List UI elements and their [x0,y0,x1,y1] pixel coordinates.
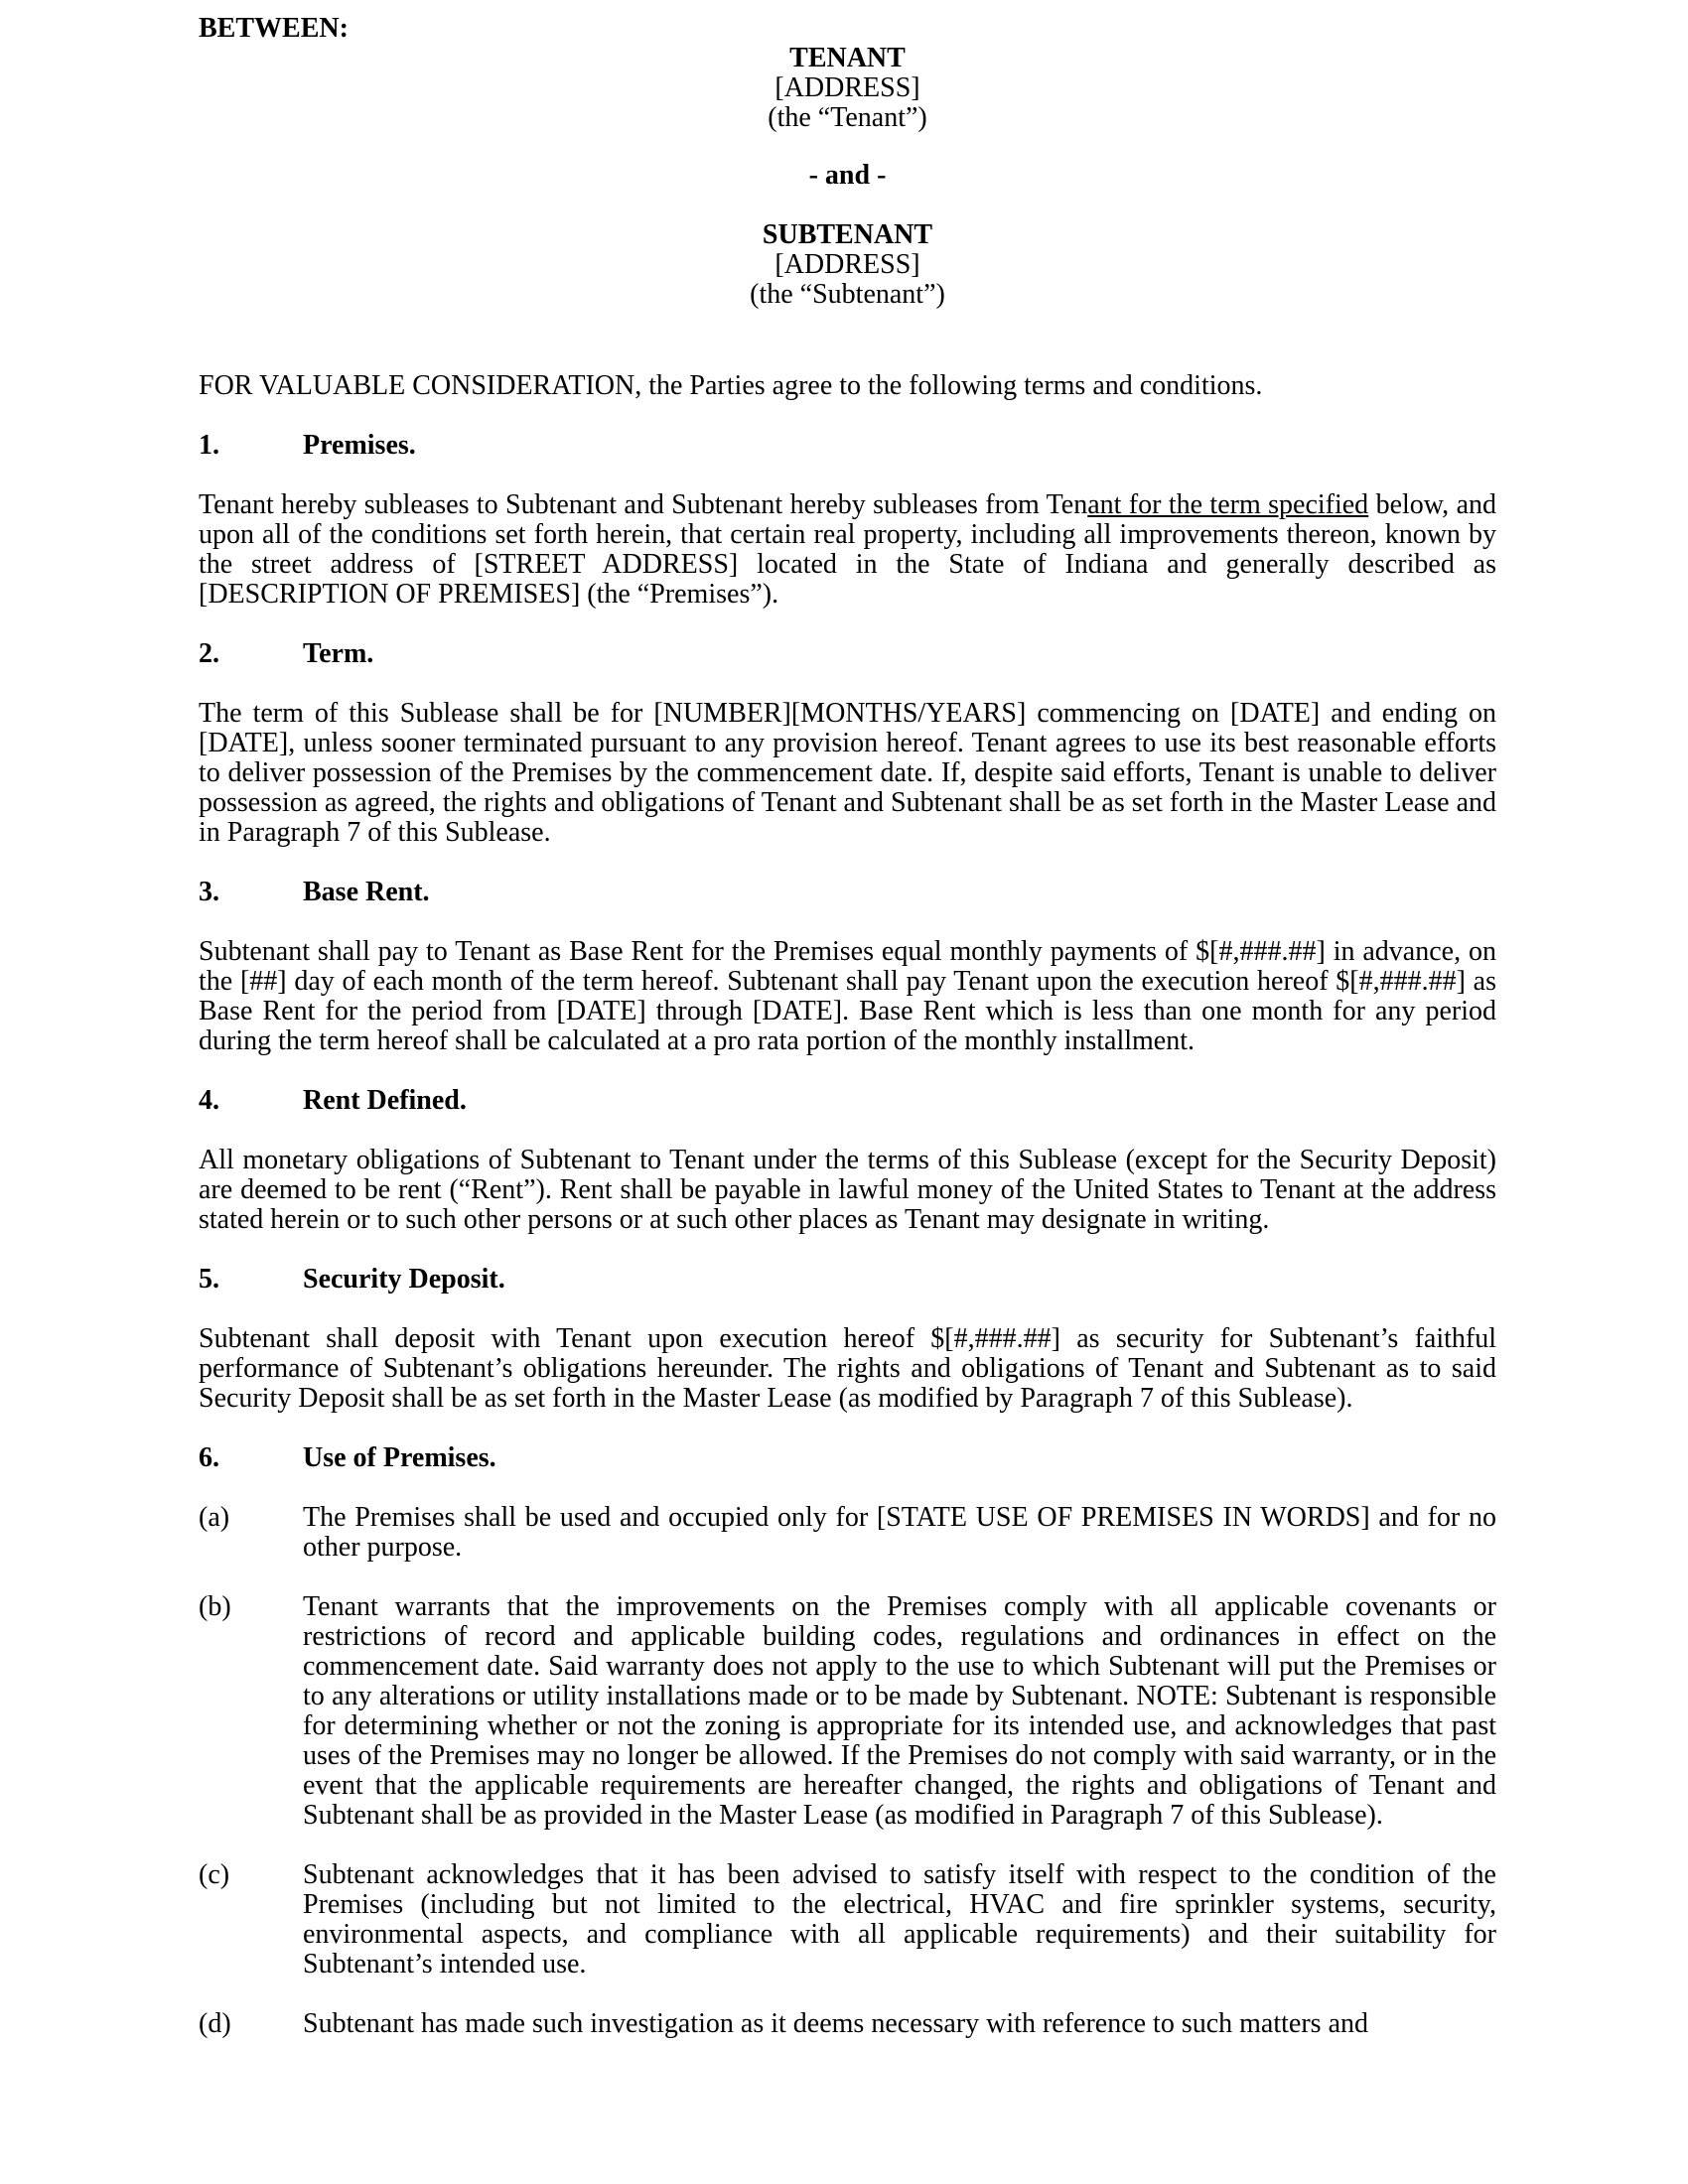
subsection-body: Subtenant has made such investigation as it deems necessary with reference to such matters and [303,2008,1368,2039]
section-rent-defined [199,1086,1496,1235]
premises-text-after-underline: below, and upon all of the conditions set forth herein, that certain real property, including all improvements thereon, known by the street address of [STREET ADDRESS] located in the State of Indiana and generally described as [DESCRIPTION OF PREMISES] (the “Premises”). [199,489,1496,610]
subsection-b [199,1592,1496,1831]
tenant-designation: (the “Tenant”) [768,102,927,133]
premises-text-before-underline: Tenant hereby subleases to Subtenant and Subtenant hereby subleases from Ten [199,489,1088,520]
subsection-body: The Premises shall be used and occupied only for [STATE USE OF PREMISES IN WORDS] and for no other purpose. [303,1502,1496,1563]
section-body: Subtenant shall deposit with Tenant upon execution hereof $[#,###.##] as security for Subtenant’s faithful performance of Subtenant’s obligations hereunder. The rights and obligations of Tenant and Subtenant as to said Security Deposit shall be as set forth in the Master Lease (as modified by Paragraph 7 of this Sublease). [199,1323,1496,1414]
subsection-label: (a) [199,1502,230,1533]
subsection-body: Tenant warrants that the improvements on the Premises comply with all applicable covenants or restrictions of record and applicable building codes, regulations and ordinances in effect on the commencement date. Said warranty does not apply to the use to which Subtenant will put the Premises or to any alterations or utility installations made or to be made by Subtenant. NOTE: Subtenant is responsible for determining whether or not the zoning is appropriate for its intended use, and acknowledges that past uses of the Premises may no longer be allowed. If the Premises do not comply with said warranty, or in the event that the applicable requirements are hereafter changed, the rights and obligations of Tenant and Subtenant shall be as provided in the Master Lease (as modified in Paragraph 7 of this Sublease). [303,1591,1496,1831]
section-security-deposit [199,1265,1496,1414]
subtenant-address: [ADDRESS] [774,249,920,280]
section-number: 5. [199,1264,219,1295]
section-title: Premises. [303,430,416,461]
section-heading [199,431,1496,461]
section-title: Rent Defined. [303,1085,467,1116]
section-heading [199,878,1496,907]
tenant-address: [ADDRESS] [774,72,920,103]
section-heading [199,639,1496,669]
section-number: 4. [199,1085,219,1116]
section-title: Base Rent. [303,877,430,907]
subsection-label: (c) [199,1859,230,1890]
subsection-c [199,1860,1496,1979]
section-body: Subtenant shall pay to Tenant as Base Rent for the Premises equal monthly payments of $[#,###.##] in advance, on the [##] day of each month of the term hereof. Subtenant shall pay Tenant upon the execution hereof $[#,###.##] as Base Rent for the period from [DATE] through [DATE]. Base Rent which is less than one month for any period during the term hereof shall be calculated at a pro rata portion of the monthly installment. [199,936,1496,1056]
section-title: Use of Premises. [303,1442,496,1473]
section-heading [199,1443,1496,1473]
section-premises [199,431,1496,610]
and-separator: - and - [808,160,887,191]
section-body [199,490,1496,610]
section-body: All monetary obligations of Subtenant to Tenant under the terms of this Sublease (except for the Security Deposit) are deemed to be rent (“Rent”). Rent shall be payable in lawful money of the United States to Tenant at the address stated herein or to such other persons or at such other places as Tenant may designate in writing. [199,1145,1496,1235]
subsection-body: Subtenant acknowledges that it has been advised to satisfy itself with respect to the condition of the Premises (including but not limited to the electrical, HVAC and fire sprinkler systems, security, environmental aspects, and compliance with all applicable requirements) and their suitability for Subtenant’s intended use. [303,1859,1496,1979]
section-title: Security Deposit. [303,1264,505,1295]
subtenant-name: SUBTENANT [762,219,933,250]
section-title: Term. [303,638,374,669]
between-label: BETWEEN: [199,13,349,44]
section-heading [199,1086,1496,1116]
subsection-a [199,1503,1496,1563]
tenant-party-block [199,44,1496,133]
section-use-of-premises [199,1443,1496,2039]
subtenant-designation: (the “Subtenant”) [750,279,945,310]
tenant-name: TENANT [789,43,906,73]
section-number: 6. [199,1442,219,1473]
consideration-clause: FOR VALUABLE CONSIDERATION, the Parties agree to the following terms and conditions. [199,370,1263,401]
subsection-d [199,2009,1496,2039]
section-number: 1. [199,430,219,461]
subtenant-party-block [199,220,1496,310]
subsection-label: (b) [199,1591,231,1622]
premises-underlined-text: ant for the term specified [1087,489,1369,520]
section-term [199,639,1496,848]
section-number: 3. [199,877,219,907]
section-base-rent [199,878,1496,1056]
subsection-label: (d) [199,2008,231,2039]
section-number: 2. [199,638,219,669]
section-body: The term of this Sublease shall be for [NUMBER][MONTHS/YEARS] commencing on [DATE] and ending on [DATE], unless sooner terminated pursuant to any provision hereof. Tenant agrees to use its best reasonable efforts to deliver possession of the Premises by the commencement date. If, despite said efforts, Tenant is unable to deliver possession as agreed, the rights and obligations of Tenant and Subtenant shall be as set forth in the Master Lease and in Paragraph 7 of this Sublease. [199,698,1496,848]
section-heading [199,1265,1496,1295]
